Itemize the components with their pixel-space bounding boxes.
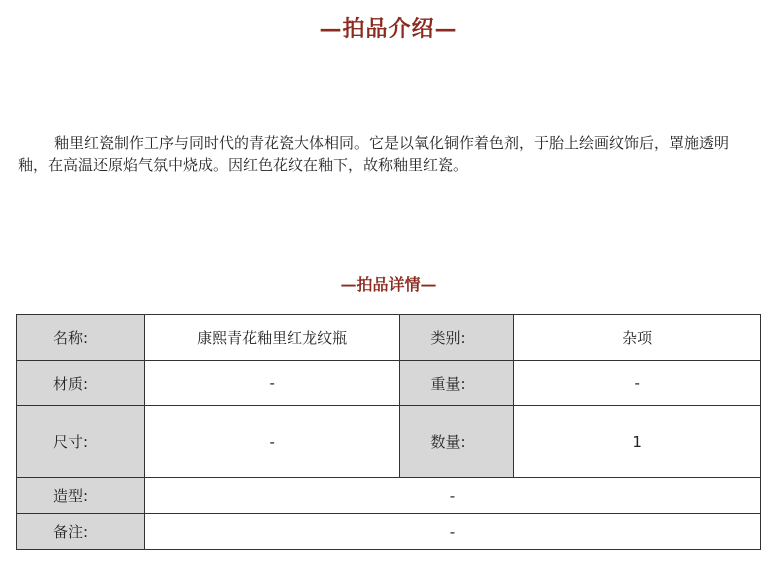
table-row [17,406,761,478]
shape-value: - [144,478,760,514]
table-row [17,478,761,514]
table-row [17,315,761,361]
details-title: —拍品详情— [340,275,437,294]
quantity-value: 1 [514,406,761,478]
details-table [16,314,761,550]
size-label: 尺寸: [17,406,145,478]
weight-label: 重量: [400,361,514,406]
material-label: 材质: [17,361,145,406]
size-value: - [144,406,400,478]
intro-title: —拍品介绍— [319,16,458,42]
name-label: 名称: [17,315,145,361]
intro-paragraph: 釉里红瓷制作工序与同时代的青花瓷大体相同。它是以氧化铜作着色剂，于胎上绘画纹饰后，罩施透明釉，在高温还原焰气氛中烧成。因红色花纹在釉下，故称釉里红瓷。 [18,134,730,174]
material-value: - [144,361,400,406]
name-value: 康熙青花釉里红龙纹瓶 [144,315,400,361]
notes-label: 备注: [17,514,145,550]
category-value: 杂项 [514,315,761,361]
notes-value: - [144,514,760,550]
quantity-label: 数量: [400,406,514,478]
table-row [17,361,761,406]
table-row [17,514,761,550]
category-label: 类别: [400,315,514,361]
shape-label: 造型: [17,478,145,514]
weight-value: - [514,361,761,406]
